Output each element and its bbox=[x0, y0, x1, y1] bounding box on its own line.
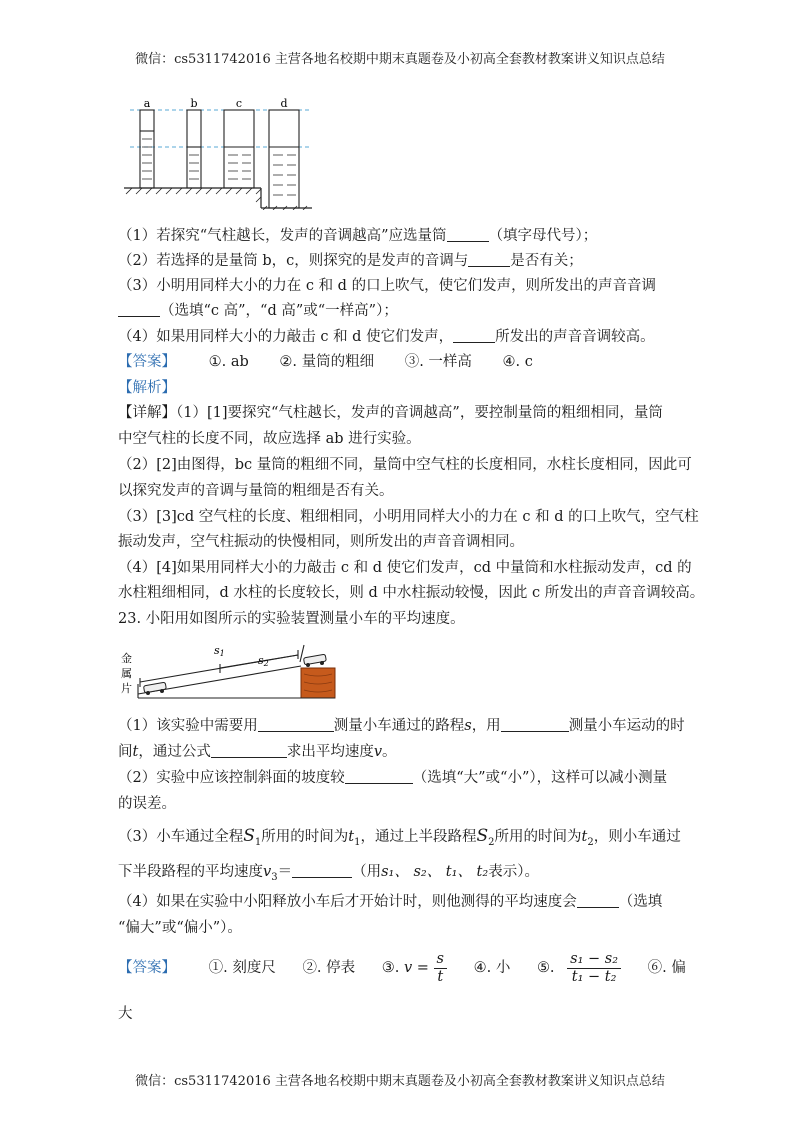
label-d: d bbox=[280, 97, 288, 110]
q22-part4: （4）如果用同样大小的力敲击 c 和 d 使它们发声， 所发出的声音音调较高。 bbox=[118, 329, 655, 345]
s2-label: s2 bbox=[258, 654, 269, 668]
q22-answer: 【答案】 ①. ab ②. 量筒的粗细 ③. 一样高 ④. c bbox=[118, 354, 533, 370]
incline-figure bbox=[118, 640, 338, 705]
q22-detail-5: （3）[3]cd 空气柱的长度、粗细相同，小明用同样大小的力在 c 和 d 的口上吹气，空气柱 bbox=[118, 509, 699, 525]
q22-detail-7: （4）[4]如果用同样大小的力敲击 c 和 d 使它们发声，cd 中量筒和水柱振动发声，cd 的 bbox=[118, 560, 692, 576]
label-b: b bbox=[190, 97, 198, 110]
q23-part2-cont: 的误差。 bbox=[118, 796, 176, 812]
q22-detail-1: 【详解】（1）[1]要探究“气柱越长，发声的音调越高”，要控制量筒的粗细相同，量筒 bbox=[118, 405, 663, 421]
q23-part1-cont: 间t，通过公式 求出平均速度v。 bbox=[118, 744, 397, 760]
label-a: a bbox=[143, 97, 151, 110]
q22-part3-cont: （选填“c 高”，“d 高”或“一样高”）； bbox=[118, 301, 693, 321]
cylinders-figure bbox=[120, 95, 350, 210]
q23-title: 23. 小阳用如图所示的实验装置测量小车的平均速度。 bbox=[118, 611, 465, 627]
q22-detail-6: 振动发声，空气柱振动的快慢相同，则所发出的声音音调相同。 bbox=[118, 534, 524, 550]
q22-detail-3: （2）[2]由图得，bc 量筒的粗细不同，量筒中空气柱的长度相同，水柱长度相同，因此可 bbox=[118, 457, 692, 473]
q22-analysis-tag: 【解析】 bbox=[118, 380, 176, 396]
formula-v: $\frac{s}{t}$ bbox=[434, 951, 447, 986]
page-header: 微信：cs5311742016 主营各地名校期中期末真题卷及小初高全套教材教案讲义知识点总结 bbox=[135, 52, 665, 67]
plate-label-1: 金 bbox=[121, 652, 132, 665]
s1-label: s1 bbox=[214, 644, 225, 658]
plate-label-2: 属 bbox=[121, 667, 132, 680]
q23-part4-cont: “偏大”或“偏小”）。 bbox=[118, 920, 242, 936]
q23-part2: （2）实验中应该控制斜面的坡度较 （选填“大”或“小”），这样可以减小测量 bbox=[118, 770, 668, 786]
q22-detail-8: 水柱粗细相同，d 水柱的长度较长，则 d 中水柱振动较慢，因此 c 所发出的声音音调较高。 bbox=[118, 585, 705, 601]
q23-part3: （3）小车通过全程$S_1$所用的时间为$t_1$，通过上半段路程$S_2$所用的时间为$t_2$，则小车通过 bbox=[118, 826, 681, 848]
formula-avg-speed: $\frac{\text{s₁ − s₂}}{\text{t₁ − t₂}}$ bbox=[567, 951, 621, 986]
q23-part4: （4）如果在实验中小阳释放小车后才开始计时，则他测得的平均速度会 （选填 bbox=[118, 894, 663, 910]
q22-part2: （2）若选择的是量筒 b，c，则探究的是发声的音调与 是否有关； bbox=[118, 253, 583, 269]
page-footer: 微信：cs5311742016 主营各地名校期中期末真题卷及小初高全套教材教案讲义知识点总结 bbox=[135, 1074, 665, 1089]
q22-part3: （3）小明用同样大小的力在 c 和 d 的口上吹气，使它们发声，则所发出的声音音调 bbox=[118, 278, 657, 294]
formula-v-lhs: v = bbox=[403, 960, 429, 976]
q23-answer-cont: 大 bbox=[118, 1006, 133, 1022]
q22-detail-2: 中空气柱的长度不同，故应选择 ab 进行实验。 bbox=[118, 431, 421, 447]
plate-label-3: 片 bbox=[121, 682, 132, 695]
q23-part3-cont: 下半段路程的平均速度$v_3=$ （用s₁、 s₂、 t₁、 t₂表示）。 bbox=[118, 864, 539, 883]
q23-part1: （1）该实验中需要用 测量小车通过的路程s，用 测量小车运动的时 bbox=[118, 718, 685, 734]
q22-part1: （1）若探究“气柱越长，发声的音调越高”应选量筒 （填字母代号）； bbox=[118, 228, 598, 244]
q23-answer: 【答案】 ①. 刻度尺 ②. 停表 ③. v = $\frac{s}{t}$ ④. 小 ⑤. $\frac{\text{s₁ − s₂}}{\text{t₁ − t₂}}$ ⑥. 偏 bbox=[118, 950, 686, 985]
q22-detail-4: 以探究发声的音调与量筒的粗细是否有关。 bbox=[118, 483, 394, 499]
label-c: c bbox=[235, 97, 243, 110]
